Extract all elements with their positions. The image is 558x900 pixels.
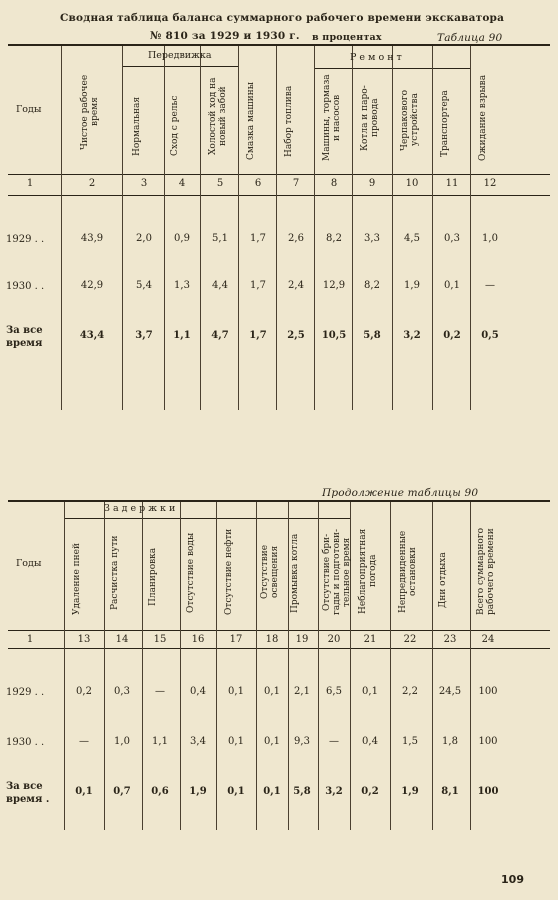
table2-table-cell: 0,2 bbox=[361, 786, 379, 797]
table2-column-number: 20 bbox=[327, 634, 341, 645]
table1-group-header: Р е м о н т bbox=[350, 52, 402, 63]
table1-label: Таблица 90 bbox=[437, 32, 503, 44]
table2-hrule bbox=[8, 500, 550, 502]
table2-column-number: 18 bbox=[265, 634, 279, 645]
table1-table-cell: 3,3 bbox=[364, 233, 380, 244]
table1-column-number: 1 bbox=[26, 178, 34, 189]
table2-column-divider bbox=[390, 502, 391, 830]
table1-column-label-7: Набор топлива bbox=[284, 85, 294, 157]
table2-column-label-22: Непредвиденные остановки bbox=[398, 530, 418, 614]
table1-column-divider bbox=[238, 46, 239, 410]
table1-column-number: 3 bbox=[140, 178, 148, 189]
table2-row-label: 1929 . . bbox=[6, 687, 45, 698]
table2-table-cell: — bbox=[329, 736, 339, 747]
table1-table-cell: 2,4 bbox=[288, 280, 304, 291]
table2-column-divider bbox=[318, 502, 319, 830]
table2-table-cell: 6,5 bbox=[326, 686, 342, 697]
table2-column-divider bbox=[64, 502, 65, 830]
table2-column-number: 21 bbox=[363, 634, 377, 645]
table2-row-header: Годы bbox=[16, 558, 42, 569]
table2-column-number: 1 bbox=[26, 634, 34, 645]
table1-column-divider bbox=[470, 46, 471, 410]
table1-table-cell: 5,4 bbox=[136, 280, 152, 291]
table1-column-label-4: Сход с рельс bbox=[170, 95, 180, 157]
table2-column-label-19: Промывка котла bbox=[290, 533, 300, 613]
table1-hrule bbox=[8, 174, 550, 175]
table2-column-number: 15 bbox=[153, 634, 167, 645]
table1-group-header: Передвижка bbox=[148, 50, 212, 61]
table1-column-number: 9 bbox=[368, 178, 376, 189]
table1-column-divider bbox=[314, 46, 315, 410]
table1-column-label-10: Черпакового устройства bbox=[400, 89, 420, 151]
table2-table-cell: 1,5 bbox=[402, 736, 418, 747]
table1-table-cell: 43,9 bbox=[80, 233, 104, 244]
table2-column-label-15: Планировка bbox=[148, 547, 158, 607]
table2-table-cell: 100 bbox=[478, 686, 498, 697]
table1-table-cell: 1,0 bbox=[482, 233, 498, 244]
table1-table-cell: 1,3 bbox=[174, 280, 190, 291]
table2-column-label-14: Расчистка пути bbox=[110, 535, 120, 611]
table1-column-number: 12 bbox=[483, 178, 497, 189]
table1-column-divider bbox=[276, 46, 277, 410]
table1-table-cell: 10,5 bbox=[321, 330, 347, 341]
table2-column-divider bbox=[180, 502, 181, 830]
table2-table-cell: 0,4 bbox=[190, 686, 206, 697]
table1-column-divider bbox=[164, 46, 165, 410]
table1-table-cell: 3,7 bbox=[135, 330, 153, 341]
table2-column-number: 16 bbox=[191, 634, 205, 645]
table1-column-number: 11 bbox=[445, 178, 459, 189]
table1-table-cell: 12,9 bbox=[322, 280, 346, 291]
table2-column-divider bbox=[216, 502, 217, 830]
table1-column-label-5: Холостой ход на новый забой bbox=[208, 77, 228, 155]
table1-column-divider bbox=[200, 46, 201, 410]
table1-hrule bbox=[8, 44, 550, 46]
table1-column-divider bbox=[61, 46, 62, 410]
table1-hrule bbox=[8, 195, 550, 196]
table1-row-label: За все время bbox=[6, 325, 43, 349]
table2-table-cell: — bbox=[79, 736, 89, 747]
table2-group-header: З а д е р ж к и bbox=[104, 503, 176, 514]
table1-table-cell: 3,2 bbox=[403, 330, 421, 341]
table1-column-number: 6 bbox=[254, 178, 262, 189]
table2-column-number: 22 bbox=[403, 634, 417, 645]
table2-table-cell: 8,1 bbox=[441, 786, 459, 797]
table1-column-number: 2 bbox=[88, 178, 96, 189]
table1-row-label: 1929 . . bbox=[6, 234, 45, 245]
table1-row-label: 1930 . . bbox=[6, 281, 45, 292]
table1-column-number: 8 bbox=[330, 178, 338, 189]
table2-column-divider bbox=[288, 502, 289, 830]
table1-row-header: Годы bbox=[16, 104, 42, 115]
table2-hrule bbox=[64, 518, 350, 519]
table2-column-divider bbox=[256, 502, 257, 830]
table1-column-label-9: Котла и паро- провода bbox=[360, 85, 380, 151]
table1-table-cell: 1,7 bbox=[250, 233, 266, 244]
table2-table-cell: 0,7 bbox=[113, 786, 131, 797]
table2-column-label-20: Отсутствие бри- гады и подготови- тельное время bbox=[322, 528, 352, 616]
table2-column-label-23: Дни отдыха bbox=[438, 552, 448, 608]
table2-table-cell: 3,4 bbox=[190, 736, 206, 747]
table2-column-label-13: Удаление пней bbox=[72, 543, 82, 615]
table2-column-number: 19 bbox=[295, 634, 309, 645]
table2-table-cell: 5,8 bbox=[293, 786, 311, 797]
table2-column-divider bbox=[470, 502, 471, 830]
table1-table-cell: 2,6 bbox=[288, 233, 304, 244]
table1-column-label-6: Смазка машины bbox=[246, 82, 256, 160]
table1-column-label-2: Чистое рабочее время bbox=[80, 74, 100, 150]
table1-column-label-12: Ожидание взрыва bbox=[478, 74, 488, 162]
table1-column-divider bbox=[432, 46, 433, 410]
table1-table-cell: 0,2 bbox=[443, 330, 461, 341]
table2-hrule bbox=[8, 648, 550, 649]
table1-column-number: 4 bbox=[178, 178, 186, 189]
table2-table-cell: 3,2 bbox=[325, 786, 343, 797]
table1-table-cell: — bbox=[485, 280, 495, 291]
table1-table-cell: 0,9 bbox=[174, 233, 190, 244]
table2-column-number: 13 bbox=[77, 634, 91, 645]
table2-table-cell: 1,0 bbox=[114, 736, 130, 747]
table1-table-cell: 0,3 bbox=[444, 233, 460, 244]
table1-table-cell: 4,7 bbox=[211, 330, 229, 341]
table2-table-cell: 1,9 bbox=[401, 786, 419, 797]
table1-table-cell: 4,4 bbox=[212, 280, 228, 291]
table2-table-cell: 0,1 bbox=[228, 736, 244, 747]
table2-table-cell: 1,9 bbox=[189, 786, 207, 797]
table2-table-cell: 0,1 bbox=[227, 786, 245, 797]
table1-table-cell: 5,8 bbox=[363, 330, 381, 341]
table1-column-number: 5 bbox=[216, 178, 224, 189]
table1-table-cell: 1,7 bbox=[249, 330, 267, 341]
table1-column-label-11: Транспортера bbox=[440, 90, 450, 158]
table2-column-label-24: Всего суммарного рабочего времени bbox=[476, 528, 496, 616]
table2-table-cell: 0,2 bbox=[76, 686, 92, 697]
table1-column-number: 7 bbox=[292, 178, 300, 189]
table2-table-cell: 0,1 bbox=[228, 686, 244, 697]
table2-column-label-17: Отсутствие нефти bbox=[224, 528, 234, 616]
table2-table-cell: 2,1 bbox=[294, 686, 310, 697]
table1-table-cell: 1,9 bbox=[404, 280, 420, 291]
table1-table-cell: 0,1 bbox=[444, 280, 460, 291]
table1-column-label-3: Нормальная bbox=[132, 96, 142, 156]
table2-table-cell: 0,3 bbox=[114, 686, 130, 697]
table2-table-cell: 0,1 bbox=[264, 736, 280, 747]
table2-column-divider bbox=[432, 502, 433, 830]
table1-column-number: 10 bbox=[405, 178, 419, 189]
table1-column-divider bbox=[392, 46, 393, 410]
table1-column-divider bbox=[122, 46, 123, 410]
table1-table-cell: 43,4 bbox=[79, 330, 105, 341]
table2-table-cell: 100 bbox=[478, 736, 498, 747]
table1-table-cell: 8,2 bbox=[364, 280, 380, 291]
table1-column-divider bbox=[352, 46, 353, 410]
table2-table-cell: — bbox=[155, 686, 165, 697]
table1-unit: в процентах bbox=[312, 32, 382, 43]
table2-label: Продолжение таблицы 90 bbox=[322, 487, 479, 499]
table2-table-cell: 0,1 bbox=[75, 786, 93, 797]
table2-column-label-21: Неблагоприятная погода bbox=[358, 528, 378, 614]
table1-table-cell: 2,0 bbox=[136, 233, 152, 244]
table1-title-line1: Сводная таблица баланса суммарного рабочего времени экскаватора bbox=[60, 12, 505, 24]
table1-table-cell: 8,2 bbox=[326, 233, 342, 244]
table2-column-label-18: Отсутствие освещения bbox=[260, 544, 280, 600]
table2-column-divider bbox=[142, 502, 143, 830]
table2-table-cell: 0,1 bbox=[263, 786, 281, 797]
table2-table-cell: 0,6 bbox=[151, 786, 169, 797]
table2-table-cell: 0,4 bbox=[362, 736, 378, 747]
table2-column-number: 14 bbox=[115, 634, 129, 645]
table2-table-cell: 100 bbox=[477, 786, 499, 797]
table2-hrule bbox=[8, 630, 550, 631]
table2-column-number: 23 bbox=[443, 634, 457, 645]
table1-table-cell: 2,5 bbox=[287, 330, 305, 341]
table1-table-cell: 5,1 bbox=[212, 233, 228, 244]
table2-table-cell: 9,3 bbox=[294, 736, 310, 747]
table1-table-cell: 1,1 bbox=[173, 330, 191, 341]
table2-row-label: За все время . bbox=[6, 781, 50, 805]
table2-table-cell: 0,1 bbox=[264, 686, 280, 697]
table2-table-cell: 2,2 bbox=[402, 686, 418, 697]
table2-table-cell: 1,8 bbox=[442, 736, 458, 747]
table1-table-cell: 4,5 bbox=[404, 233, 420, 244]
table1-table-cell: 42,9 bbox=[80, 280, 104, 291]
table2-table-cell: 0,1 bbox=[362, 686, 378, 697]
table1-table-cell: 1,7 bbox=[250, 280, 266, 291]
table2-table-cell: 24,5 bbox=[438, 686, 462, 697]
table2-column-number: 17 bbox=[229, 634, 243, 645]
table2-column-number: 24 bbox=[481, 634, 495, 645]
table2-table-cell: 1,1 bbox=[152, 736, 168, 747]
table1-table-cell: 0,5 bbox=[481, 330, 499, 341]
table1-title-line2: № 810 за 1929 и 1930 г. bbox=[150, 30, 300, 42]
page-number: 109 bbox=[501, 873, 524, 886]
table2-row-label: 1930 . . bbox=[6, 737, 45, 748]
table2-column-label-16: Отсутствие воды bbox=[186, 532, 196, 614]
table1-column-label-8: Машины, тормаза и насосов bbox=[322, 74, 342, 162]
table2-column-divider bbox=[104, 502, 105, 830]
